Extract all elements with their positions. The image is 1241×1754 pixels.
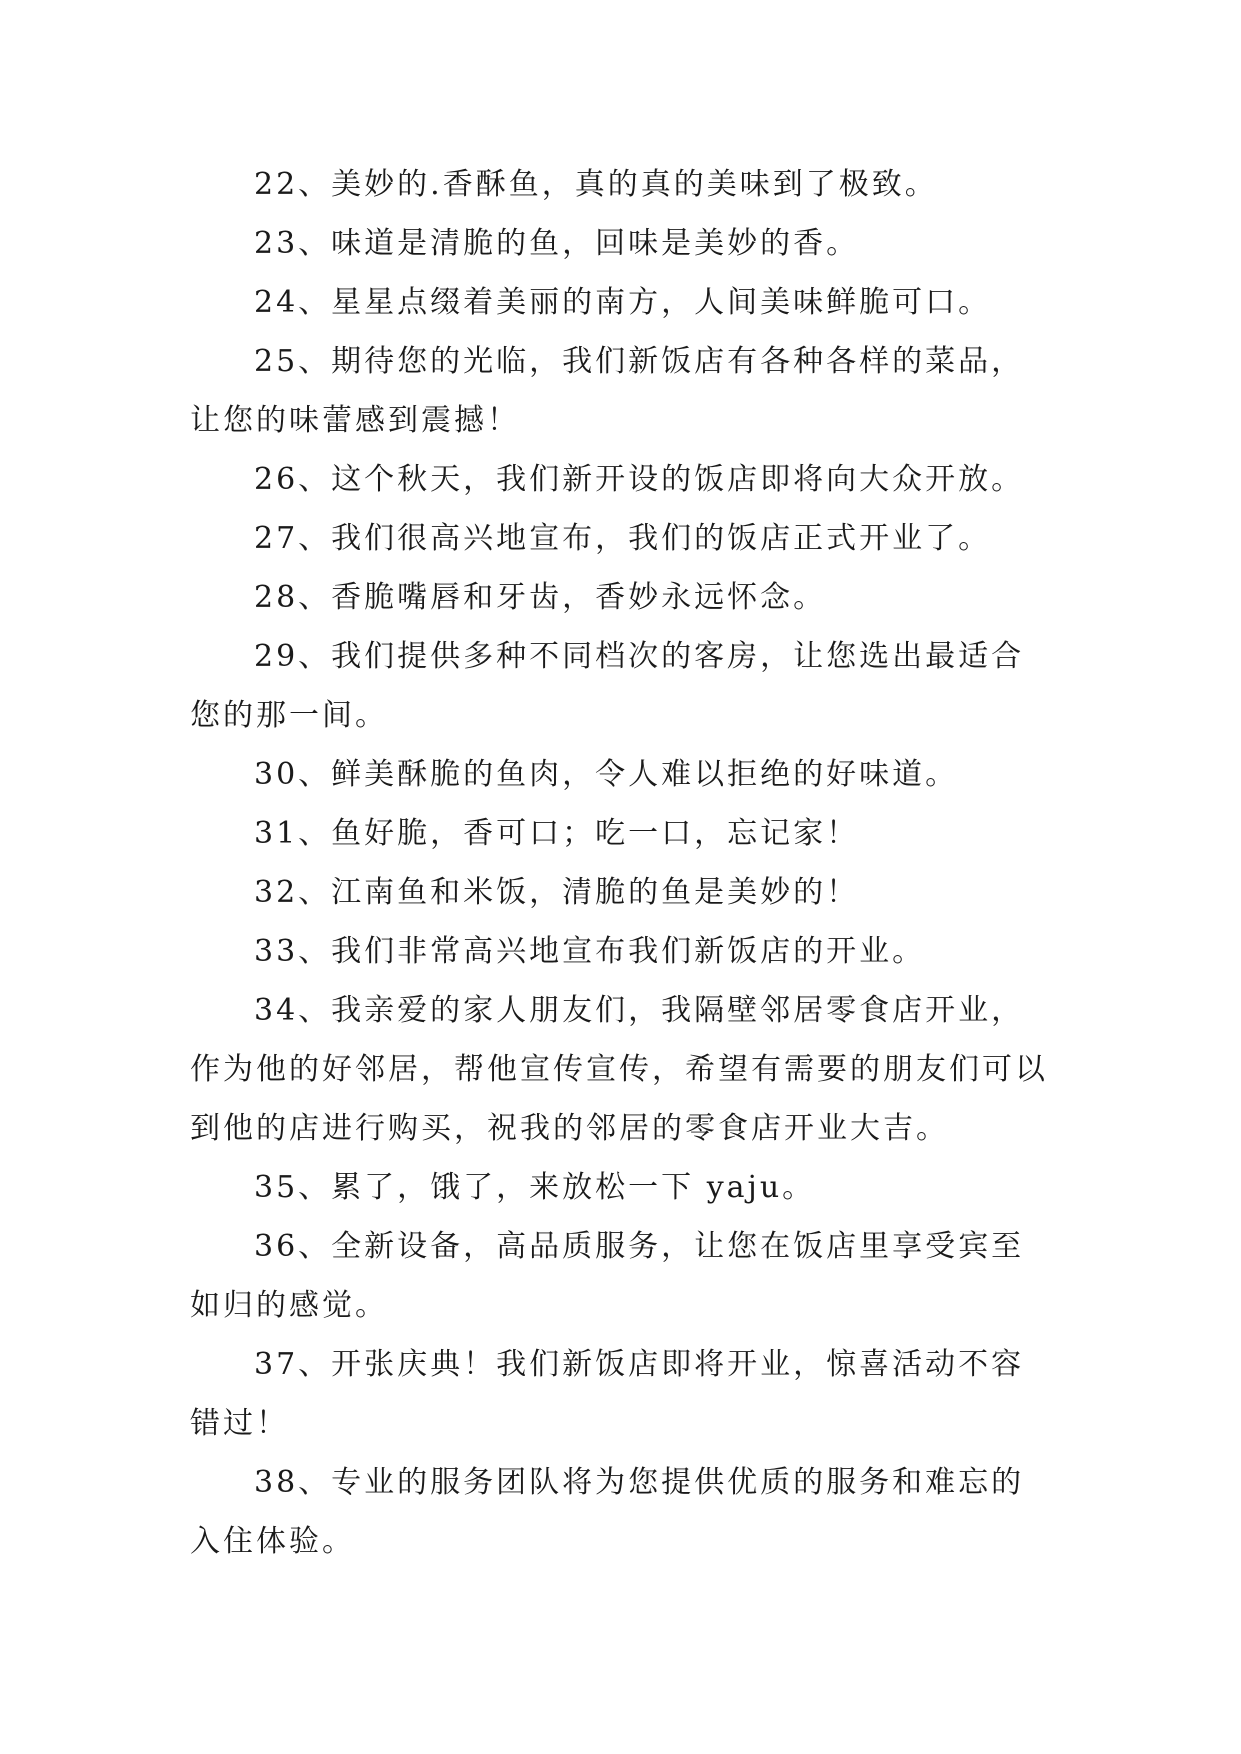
- paragraph-28: 28、香脆嘴唇和牙齿，香妙永远怀念。: [254, 580, 827, 615]
- document-body: [190, 155, 1050, 1571]
- paragraph-23: 23、味道是清脆的鱼，回味是美妙的香。: [254, 226, 860, 261]
- paragraph-38: 38、专业的服务团队将为您提供优质的服务和难忘的入住体验。: [190, 1465, 1025, 1559]
- paragraph-31: 31、鱼好脆，香可口；吃一口，忘记家！: [254, 816, 860, 851]
- paragraph-29: 29、我们提供多种不同档次的客房，让您选出最适合您的那一间。: [190, 639, 1025, 733]
- paragraph-34: 34、我亲爱的家人朋友们，我隔壁邻居零食店开业，作为他的好邻居，帮他宣传宣传，希望有需要的朋友们可以到他的店进行购买，祝我的邻居的零食店开业大吉。: [190, 993, 1048, 1146]
- paragraph-25: 25、期待您的光临，我们新饭店有各种各样的菜品，让您的味蕾感到震撼！: [190, 344, 1025, 438]
- paragraph-36: 36、全新设备，高品质服务，让您在饭店里享受宾至如归的感觉。: [190, 1229, 1025, 1323]
- paragraph-35: 35、累了，饿了，来放松一下 yaju。: [254, 1170, 816, 1205]
- paragraph-32: 32、江南鱼和米饭，清脆的鱼是美妙的！: [254, 875, 860, 910]
- paragraph-37: 37、开张庆典！我们新饭店即将开业，惊喜活动不容错过！: [190, 1347, 1025, 1441]
- paragraph-24: 24、星星点缀着美丽的南方，人间美味鲜脆可口。: [254, 285, 992, 320]
- paragraph-30: 30、鲜美酥脆的鱼肉，令人难以拒绝的好味道。: [254, 757, 959, 792]
- paragraph-33: 33、我们非常高兴地宣布我们新饭店的开业。: [254, 934, 926, 969]
- paragraph-26: 26、这个秋天，我们新开设的饭店即将向大众开放。: [254, 462, 1025, 497]
- paragraph-22: 22、美妙的.香酥鱼，真的真的美味到了极致。: [254, 167, 938, 202]
- paragraph-27: 27、我们很高兴地宣布，我们的饭店正式开业了。: [254, 521, 992, 556]
